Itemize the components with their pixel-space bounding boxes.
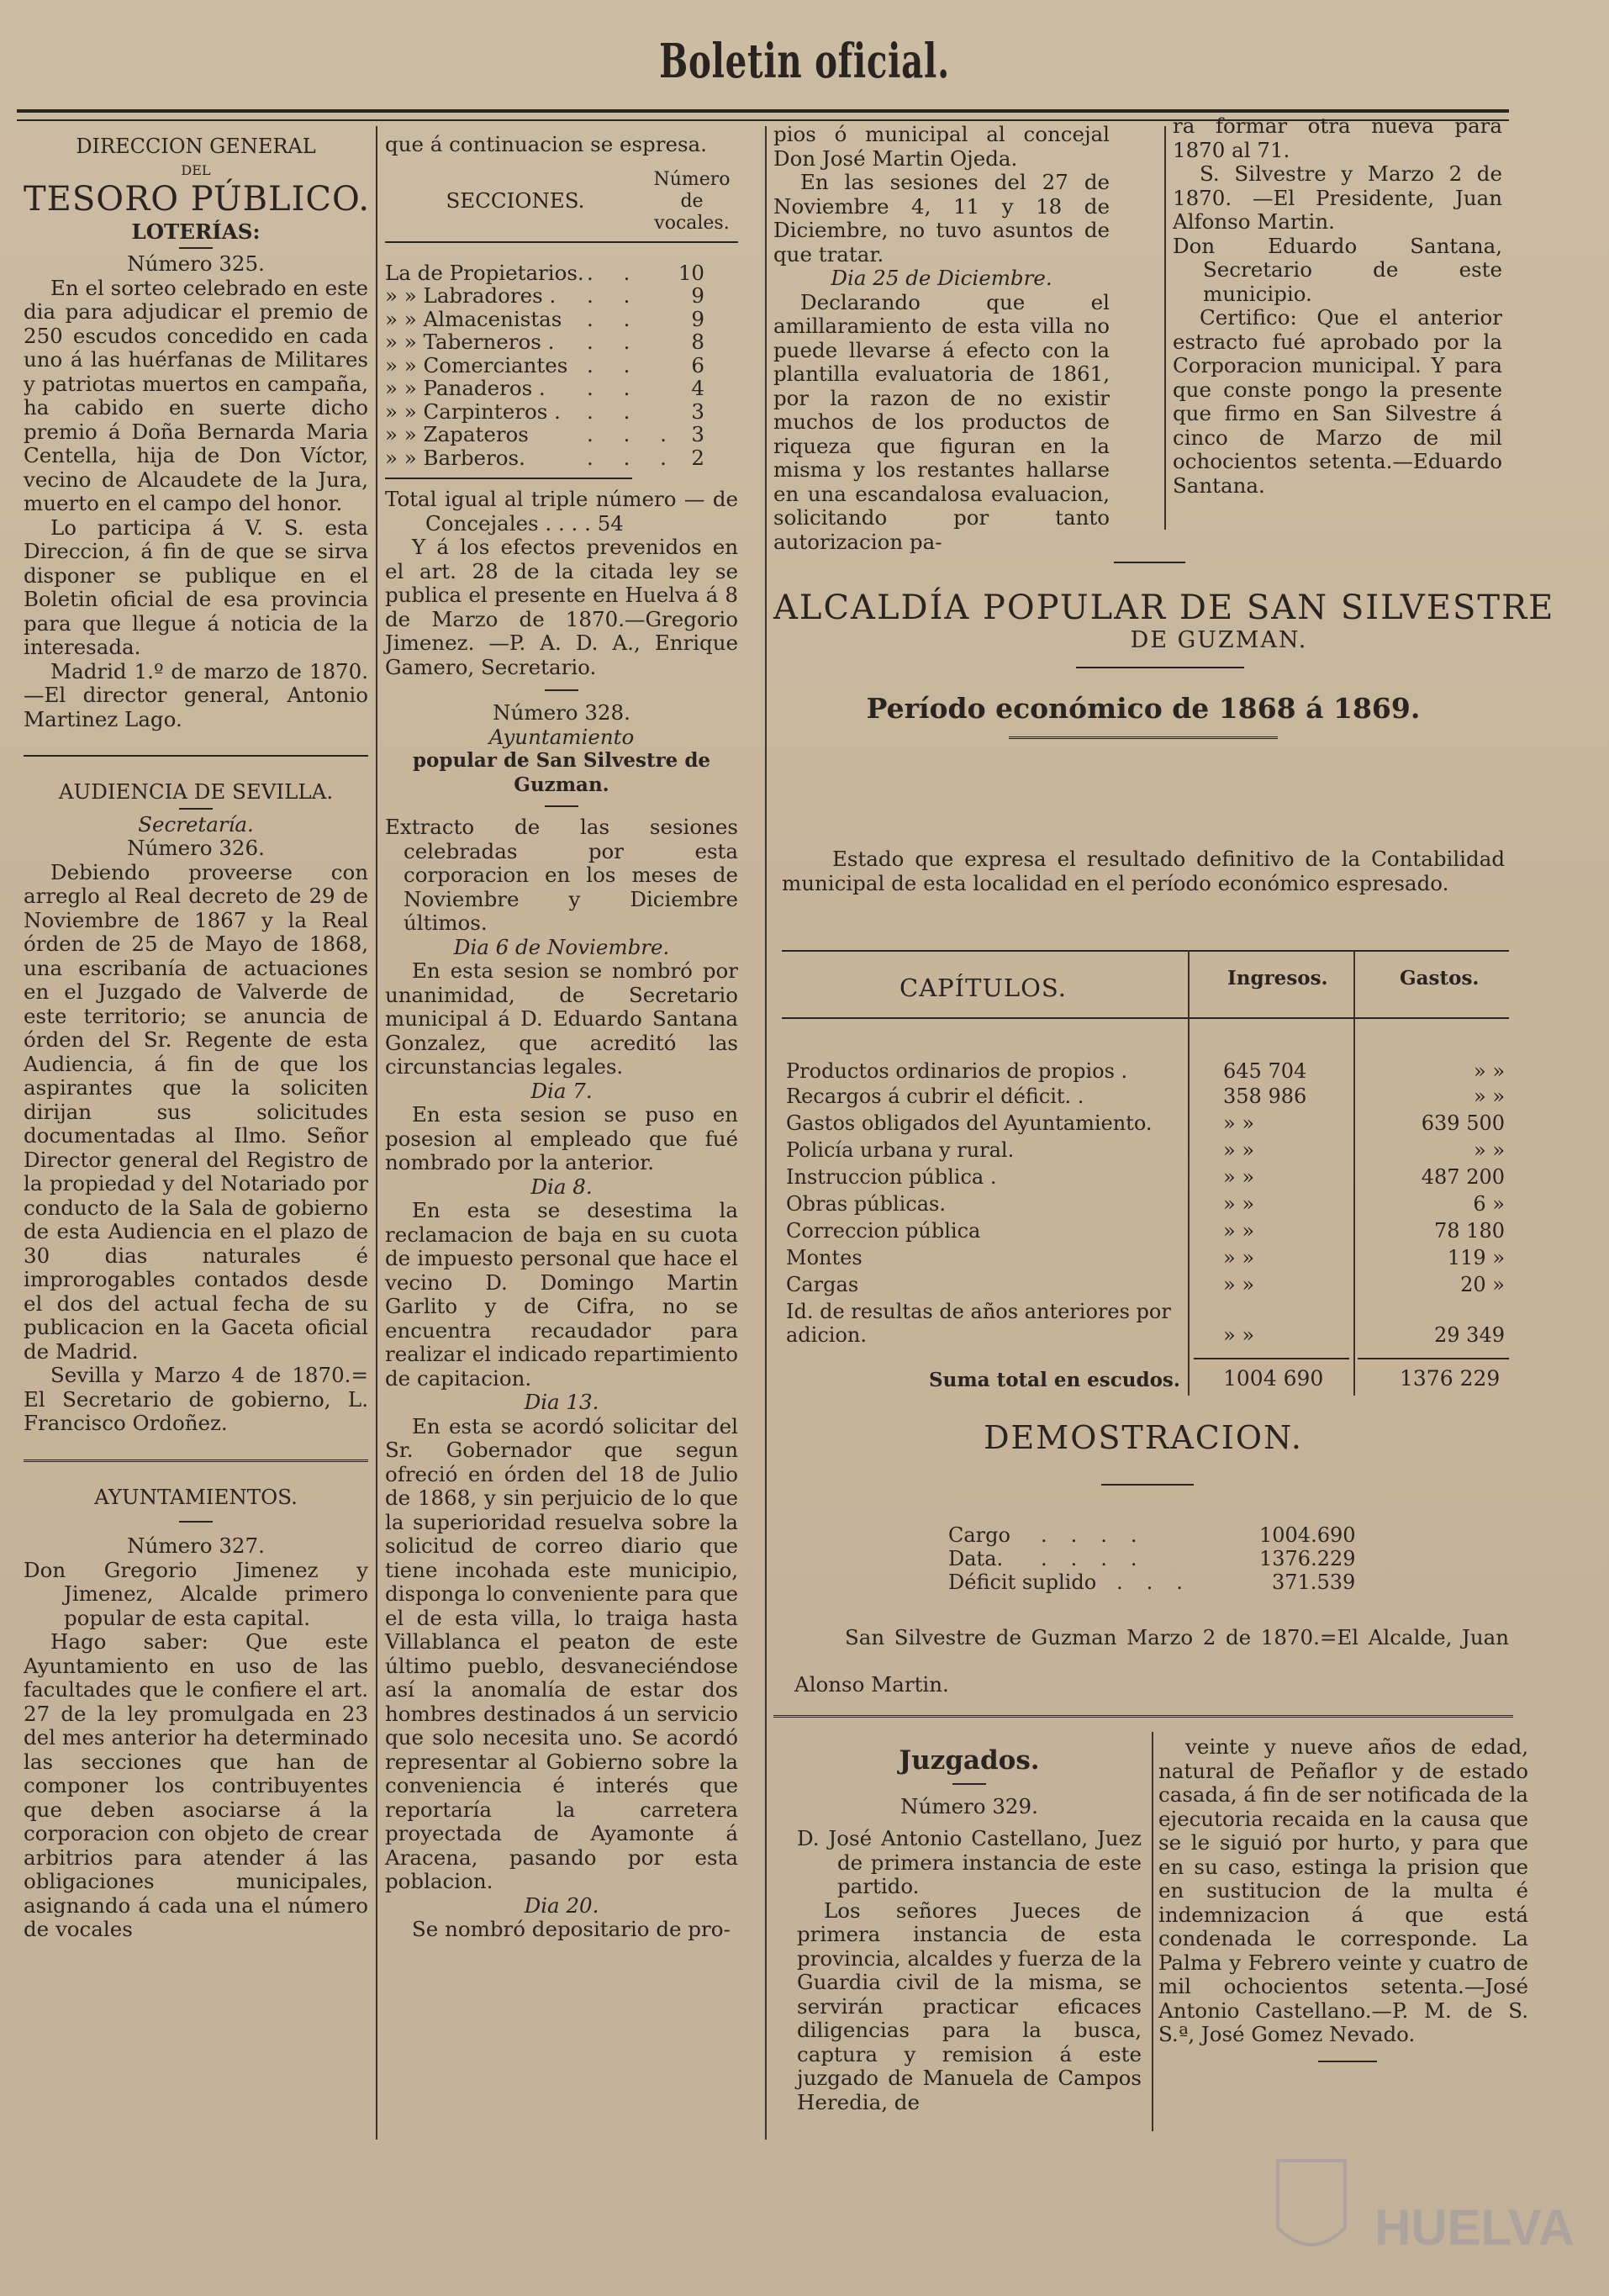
ingresos-value: » » xyxy=(1223,1192,1254,1216)
secciones-row xyxy=(385,377,738,400)
seccion-label: » » Labradores . xyxy=(385,283,557,308)
divider xyxy=(179,1521,213,1523)
del-heading: DEL xyxy=(181,161,211,178)
paragraph: En esta sesion se nombró por unanimidad, de Secretario municipal á D. Eduardo Santana Gonzalez, que acreditó las circunstancias legales. xyxy=(385,958,738,1079)
gastos-value: » » xyxy=(1474,1138,1505,1162)
leader-dots: . . xyxy=(587,330,642,354)
paragraph: D. José Antonio Castellano, Juez de primera instancia de este partido. xyxy=(797,1826,1142,1898)
capitulo-label: Obras públicas. xyxy=(786,1192,946,1216)
seccion-vocales: 2 xyxy=(691,445,704,470)
sum-rule xyxy=(1358,1358,1509,1359)
table-rule xyxy=(782,1017,1509,1019)
data-value: 1376.229 xyxy=(1259,1547,1356,1570)
gastos-value: 78 180 xyxy=(1434,1219,1505,1243)
cargo-value: 1004.690 xyxy=(1259,1523,1356,1547)
suma-ingresos: 1004 690 xyxy=(1223,1366,1324,1391)
ingresos-value: » » xyxy=(1223,1219,1254,1243)
secciones-table xyxy=(385,261,738,470)
secciones-row xyxy=(385,354,738,377)
seccion-vocales: 9 xyxy=(691,283,704,308)
archive-seal xyxy=(1261,2135,1609,2278)
suma-gastos: 1376 229 xyxy=(1400,1366,1501,1391)
seccion-label: » » Comerciantes xyxy=(385,352,568,377)
ingresos-value: » » xyxy=(1223,1138,1254,1162)
ingresos-value: » » xyxy=(1223,1165,1254,1189)
day-heading: Dia 20. xyxy=(524,1892,599,1918)
numero-325: Número 325. xyxy=(127,251,265,276)
paragraph: En las sesiones del 27 de Noviembre 4, 11 y 18 de Diciembre, no tuvo asuntos de que tratar. xyxy=(773,170,1110,267)
gastos-value: 487 200 xyxy=(1421,1165,1505,1189)
paragraph: En el sorteo celebrado en este dia para adjudicar el premio de 250 escudos concedido en cada uno á las huérfanas de Militares y patriotas muertos en campaña, ha cabido en suerte dicho premio á Doña Bernarda Maria Centella, hija de Don Víctor, vecino de Alcaudete de la Jura, muerto en el campo del honor. xyxy=(24,275,368,515)
ingresos-value: » » xyxy=(1223,1246,1254,1269)
paragraph: Hago saber: Que este Ayuntamiento en uso de las facultades que le confiere el art. 27 de la ley promulgada en 23 del mes anterior ha determinado las secciones que han de componer los contribuyentes que deben asociarse á la corporacion con objeto de crear arbitrios para atender á las obligaciones municipales, asignando á cada una el número de vocales xyxy=(24,1629,368,1941)
divider xyxy=(1114,562,1185,563)
capitulo-label: Instruccion pública . xyxy=(786,1165,997,1189)
capitulo-label: Productos ordinarios de propios . xyxy=(786,1059,1128,1083)
gastos-value: » » xyxy=(1474,1085,1505,1108)
column-3 xyxy=(773,123,1110,554)
ayuntamiento-heading: Ayuntamiento xyxy=(488,724,635,749)
section-rule xyxy=(24,755,368,757)
leader-dots: . . xyxy=(587,352,642,377)
deficit-value: 371.539 xyxy=(1272,1570,1356,1594)
gastos-value: » » xyxy=(1474,1059,1505,1083)
paragraph: S. Silvestre y Marzo 2 de 1870. —El Presidente, Juan Alfonso Martin. xyxy=(1173,161,1502,234)
alcaldia-section xyxy=(773,589,1555,751)
secciones-row xyxy=(385,446,738,470)
deficit-label: Déficit suplido xyxy=(948,1570,1097,1594)
divider xyxy=(179,247,213,249)
paragraph: En esta sesion se puso en posesion al empleado que fué nombrado por la anterior. xyxy=(385,1102,738,1174)
leader-dots: . . . xyxy=(587,445,678,470)
seccion-label: La de Propietarios. xyxy=(385,260,584,285)
gastos-value: 639 500 xyxy=(1421,1111,1505,1135)
paragraph: Extracto de las sesiones celebradas por esta corporacion en los meses de Noviembre y Diciembre últimos. xyxy=(385,815,738,935)
capitulo-label: Correccion pública xyxy=(786,1219,981,1243)
paragraph: Se nombró depositario de pro- xyxy=(412,1917,731,1941)
secciones-row xyxy=(385,330,738,354)
capitulo-label: Policía urbana y rural. xyxy=(786,1138,1015,1162)
ornament-rule xyxy=(1101,1484,1194,1486)
popular-heading: popular de San Silvestre de Guzman. xyxy=(412,749,711,796)
table-divider xyxy=(1353,950,1355,1396)
ayuntamientos-heading: AYUNTAMIENTOS. xyxy=(94,1484,298,1509)
deficit-row xyxy=(948,1570,1385,1594)
juzgados-column-2 xyxy=(1158,1735,1528,2062)
suma-label: Suma total en escudos. xyxy=(929,1369,1180,1391)
numero-326: Número 326. xyxy=(127,836,265,860)
secciones-row xyxy=(385,308,738,331)
alcaldia-title: ALCALDÍA POPULAR DE SAN SILVESTRE xyxy=(773,589,1555,627)
day-heading: Dia 25 de Diciembre. xyxy=(831,266,1052,290)
paragraph: Sevilla y Marzo 4 de 1870.= El Secretario de gobierno, L. Francisco Ordoñez. xyxy=(24,1363,368,1435)
gastos-header: Gastos. xyxy=(1400,967,1480,990)
estado-paragraph: Estado que expresa el resultado definitivo de la Contabilidad municipal de esta localidad en el período económico espresado. xyxy=(782,847,1505,895)
gastos-value: 20 » xyxy=(1460,1273,1505,1296)
seccion-vocales: 3 xyxy=(691,399,704,424)
juzgados-column xyxy=(797,1745,1142,2114)
paragraph: Lo participa á V. S. esta Direccion, á fin de que se sirva disponer se publique en el Boletin oficial de esa provincia para que llegue á noticia de la interesada. xyxy=(24,515,368,659)
rule xyxy=(1009,736,1278,739)
section-rule xyxy=(773,1715,1513,1718)
data-row xyxy=(948,1547,1385,1570)
column-2 xyxy=(385,133,738,1942)
leader-dots: . . xyxy=(587,399,642,424)
day-heading: Dia 6 de Noviembre. xyxy=(453,934,670,959)
paragraph: Y á los efectos prevenidos en el art. 28 de la citada ley se publica el presente en Huelva á 8 de Marzo de 1870.—Gregorio Jimenez. —P. A. D. A., Enrique Gamero, Secretario. xyxy=(385,535,738,679)
periodo-heading: Período económico de 1868 á 1869. xyxy=(866,692,1421,725)
table-rule xyxy=(385,478,632,479)
secciones-row xyxy=(385,284,738,308)
audiencia-heading: AUDIENCIA DE SEVILLA. xyxy=(58,779,334,804)
day-heading: Dia 8. xyxy=(530,1174,593,1199)
sum-rule xyxy=(1194,1358,1349,1359)
column-1 xyxy=(24,135,371,1942)
paragraph: Los señores Jueces de primera instancia de esta provincia, alcaldes y fuerza de la Guardia civil de la misma, se servirán practicar eficaces diligencias para la busca, captura y remision á este juzgado de Manuela de Campos Heredia, de xyxy=(797,1897,1142,2114)
capitulo-label: Gastos obligados del Ayuntamiento. xyxy=(786,1111,1153,1135)
ornament-rule xyxy=(1076,667,1244,668)
capitulos-header: CAPÍTULOS. xyxy=(899,974,1067,1002)
leader-dots: . . xyxy=(587,260,642,285)
divider xyxy=(952,1783,986,1785)
secciones-row xyxy=(385,400,738,424)
leader-dots: . . . xyxy=(587,422,678,446)
paragraph: En esta se desestima la reclamacion de baja en su cuota de impuesto personal que hace el vecino D. Domingo Martin Garlito y de Cifra, no se encuentra recaudador para realizar el indicado repartimiento de capitacion. xyxy=(385,1198,738,1391)
direccion-heading: DIRECCION GENERAL xyxy=(76,135,316,158)
gastos-value: 6 » xyxy=(1473,1192,1505,1216)
alcalde-firma: San Silvestre de Guzman Marzo 2 de 1870.=El Alcalde, Juan Alonso Martin. xyxy=(794,1625,1509,1697)
leader-dots: . . xyxy=(587,283,642,308)
leader-dots: .... xyxy=(1041,1523,1161,1547)
section-rule xyxy=(24,1459,368,1462)
numero-327: Número 327. xyxy=(127,1533,265,1558)
divider xyxy=(1318,2061,1377,2062)
tesoro-heading: TESORO PÚBLICO. xyxy=(24,180,371,219)
column-divider xyxy=(376,126,377,2140)
seccion-vocales: 9 xyxy=(691,306,704,331)
column-divider xyxy=(765,126,767,2140)
numero-328: Número 328. xyxy=(493,700,630,725)
secretaria-heading: Secretaría. xyxy=(138,811,254,837)
seccion-label: » » Panaderos . xyxy=(385,376,546,400)
seccion-vocales: 10 xyxy=(678,260,704,285)
seal-text: HUELVA xyxy=(1374,2199,1575,2256)
capitulo-label: Cargas xyxy=(786,1273,859,1296)
ingresos-header: Ingresos. xyxy=(1227,967,1328,990)
day-heading: Dia 7. xyxy=(530,1078,593,1103)
seccion-label: » » Taberneros . xyxy=(385,330,555,354)
ingresos-value: » » xyxy=(1223,1323,1254,1347)
day-heading: Dia 13. xyxy=(524,1390,599,1414)
leader-dots: .... xyxy=(1041,1547,1161,1570)
paragraph: pios ó municipal al concejal Don José Martin Ojeda. xyxy=(773,122,1110,171)
capitulo-label: Id. de resultas de años anteriores por adicion. xyxy=(786,1300,1171,1347)
column-divider xyxy=(1152,1732,1153,2131)
paragraph: Don Eduardo Santana, Secretario de este municipio. xyxy=(1173,233,1502,306)
cargo-label: Cargo xyxy=(948,1523,1010,1547)
loterias-heading: LOTERÍAS: xyxy=(131,219,261,244)
seccion-vocales: 8 xyxy=(691,330,704,354)
paragraph: Declarando que el amillaramiento de esta villa no puede llevarse á efecto con la plantilla evaluatoria de 1861, por la razon de no existir muchos de los productos de riqueza que figuran en la misma y los restantes hallarse en una escandalosa evaluacion, solicitando por tanto autorizacion pa- xyxy=(773,289,1110,554)
divider xyxy=(545,689,578,691)
paragraph: En esta se acordó solicitar del Sr. Gobernador que segun ofreció en órden del 18 de Julio de 1868, y sin perjuicio de lo que la superioridad resuelva sobre la solicitud de correo diario que tiene incohada este municipio, disponga lo conveniente para que el de esta villa, lo traiga hasta Villablanca el peaton de este último pueblo, desvaneciéndose así la anomalía de estar dos hombres destinados á un servicio que solo necesita uno. Se acordó representar al Gobierno sobre la conveniencia é interés que reportaría la carretera proyectada de Ayamonte á Aracena, pasando por esta poblacion. xyxy=(385,1413,738,1893)
leader-dots: . . xyxy=(587,376,642,400)
ingresos-value: 358 986 xyxy=(1223,1085,1307,1108)
data-label: Data. xyxy=(948,1547,1004,1570)
vocales-col-header: Número de vocales. xyxy=(653,168,731,234)
paragraph: Certifico: Que el anterior estracto fué aprobado por la Corporacion municipal. Y para que conste pongo la presente que firmo en San Silvestre á cinco de Marzo de mil ochocientos setenta.—Eduardo Santana. xyxy=(1173,305,1502,498)
seccion-label: » » Barberos. xyxy=(385,445,525,470)
paragraph: que á continuacion se espresa. xyxy=(385,132,707,156)
paragraph: ra formar otra nueva para 1870 al 71. xyxy=(1173,113,1502,162)
secciones-row xyxy=(385,423,738,446)
shield-shape xyxy=(1278,2161,1345,2245)
paragraph: veinte y nueve años de edad, natural de Peñaflor y de estado casada, á fin de ser notificada de la ejecutoria recaida en la causa que se le siguió por hurto, y para que en su caso, estinga la prision que en sustitucion de la multa é indemnizacion á que está condenada le corresponde. La Palma y Febrero veinte y cuatro de mil ochocientos setenta.—José Antonio Castellano.—P. M. de S. S.ª, José Gomez Nevado. xyxy=(1158,1734,1528,2046)
ingresos-value: » » xyxy=(1223,1111,1254,1135)
secciones-header xyxy=(385,169,738,235)
alcaldia-subtitle: DE GUZMAN. xyxy=(1130,627,1308,653)
table-divider xyxy=(1188,950,1190,1396)
seccion-vocales: 6 xyxy=(691,352,704,377)
seccion-vocales: 3 xyxy=(691,422,704,446)
capitulo-label: Montes xyxy=(786,1246,863,1269)
seccion-vocales: 4 xyxy=(691,376,704,400)
paragraph: Don Gregorio Jimenez y Jimenez, Alcalde primero popular de esta capital. xyxy=(24,1557,368,1630)
juzgados-heading: Juzgados. xyxy=(899,1745,1040,1776)
paragraph: Madrid 1.º de marzo de 1870. —El director general, Antonio Martinez Lago. xyxy=(24,658,368,731)
demostracion-heading: DEMOSTRACION. xyxy=(984,1419,1303,1456)
cargo-row xyxy=(948,1523,1385,1547)
table-rule xyxy=(385,241,738,243)
column-4 xyxy=(1173,114,1502,498)
capitulo-label: Recargos á cubrir el déficit. . xyxy=(786,1085,1084,1108)
divider xyxy=(179,808,213,810)
ingresos-value: » » xyxy=(1223,1273,1254,1296)
leader-dots: ... xyxy=(1116,1570,1206,1594)
masthead-title: Boletin oficial. xyxy=(659,34,950,89)
gastos-value: 119 » xyxy=(1447,1246,1505,1269)
gastos-value: 29 349 xyxy=(1434,1323,1505,1347)
column-divider xyxy=(1164,126,1166,530)
divider xyxy=(545,805,578,807)
numero-329: Número 329. xyxy=(900,1793,1038,1818)
ingresos-value: 645 704 xyxy=(1223,1059,1307,1083)
secciones-row xyxy=(385,261,738,285)
accounts-table xyxy=(782,950,1509,1396)
demostracion-block xyxy=(948,1523,1385,1594)
table-rule xyxy=(782,950,1509,952)
secciones-col-header: SECCIONES. xyxy=(446,188,585,214)
seccion-label: » » Almacenistas xyxy=(385,306,562,331)
total-row: Total igual al triple número — de Concejales . . . . 54 xyxy=(385,487,738,536)
paragraph: Debiendo proveerse con arreglo al Real decreto de 29 de Noviembre de 1867 y la Real órden de 25 de Mayo de 1868, una escribanía de actuaciones en el Juzgado de Valverde de este territorio; se anuncia de órden del Sr. Regente de esta Audiencia, á fin de que los aspirantes que la soliciten dirijan sus solicitudes documentadas al Ilmo. Señor Director general del Registro de la propiedad y del Notariado por conducto de la Sala de gobierno de esta Audiencia en el plazo de 30 dias naturales é improrogables contados desde el dos del actual fecha de su publicacion en la Gaceta oficial de Madrid. xyxy=(24,859,368,1364)
seccion-label: » » Carpinteros . xyxy=(385,399,561,424)
leader-dots: . . xyxy=(587,306,642,331)
seccion-label: » » Zapateros xyxy=(385,422,529,446)
